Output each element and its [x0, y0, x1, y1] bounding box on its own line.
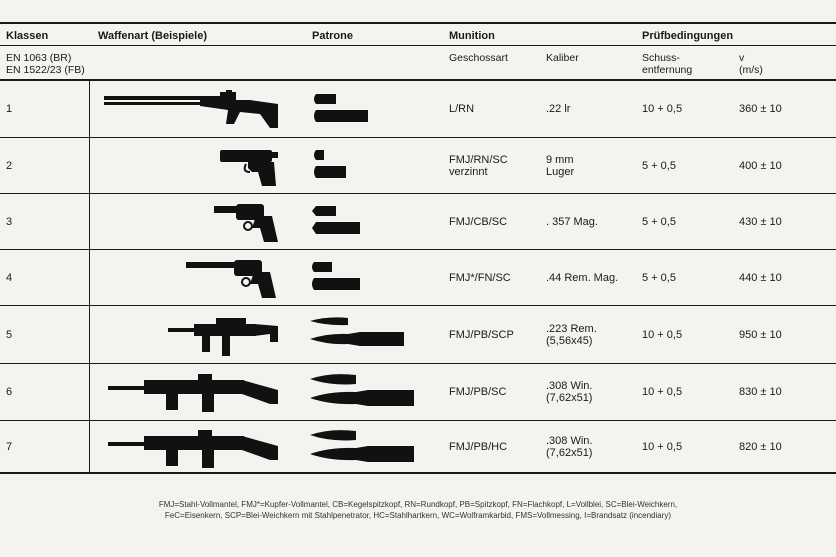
column-divider	[89, 81, 90, 472]
row-2-kaliber: 9 mm	[546, 154, 574, 166]
row-2-kaliber-2: Luger	[546, 166, 575, 178]
row-3-entfernung: 5 + 0,5	[642, 216, 676, 228]
norm-en1063: EN 1063 (BR)	[6, 52, 72, 64]
cartridge-308-icon	[308, 372, 418, 408]
row-5-kaliber-2: (5,56x45)	[546, 335, 593, 347]
subheader-rule	[0, 79, 836, 81]
row-3-kaliber: . 357 Mag.	[546, 216, 598, 228]
row-6-kaliber: .308 Win.	[546, 380, 593, 392]
row-rule	[0, 193, 836, 194]
row-1-entfernung: 10 + 0,5	[642, 103, 683, 115]
row-3-klasse: 3	[6, 216, 13, 228]
table-top-rule	[0, 22, 836, 24]
header-patrone: Patrone	[312, 30, 353, 42]
row-4-klasse: 4	[6, 272, 13, 284]
cartridge-9mm-icon	[312, 148, 352, 180]
row-7-kaliber-2: (7,62x51)	[546, 447, 593, 459]
header-munition: Munition	[449, 30, 495, 42]
row-4-v: 440 ± 10	[739, 272, 782, 284]
row-5-v: 950 ± 10	[739, 329, 782, 341]
row-2-geschossart: FMJ/RN/SC	[449, 154, 508, 166]
row-2-geschossart-2: verzinnt	[449, 166, 488, 178]
row-rule	[0, 137, 836, 138]
row-1-v: 360 ± 10	[739, 103, 782, 115]
row-rule	[0, 363, 836, 364]
row-6-klasse: 6	[6, 386, 13, 398]
subheader-schussentfernung-1: Schuss-	[642, 52, 680, 64]
footnote-line-2: FeC=Eisenkern, SCP=Blei-Weichkern mit Stahlpenetrator, HC=Stahlhartkern, WC=Wolframkarbid, FMS=Vollmessing, I=Brandsatz (incendiary)	[164, 511, 672, 520]
row-7-entfernung: 10 + 0,5	[642, 441, 683, 453]
subheader-v: v	[739, 52, 745, 64]
subheader-geschossart: Geschossart	[449, 52, 508, 64]
cartridge-44-icon	[310, 260, 364, 292]
row-2-v: 400 ± 10	[739, 160, 782, 172]
long-revolver-icon	[184, 258, 280, 300]
row-5-kaliber: .223 Rem.	[546, 323, 597, 335]
row-7-v: 820 ± 10	[739, 441, 782, 453]
header-pruefbedingungen: Prüfbedingungen	[642, 30, 734, 42]
row-1-geschossart: L/RN	[449, 103, 475, 115]
subheader-schussentfernung-2: entfernung	[642, 64, 693, 76]
row-5-geschossart: FMJ/PB/SCP	[449, 329, 514, 341]
row-2-entfernung: 5 + 0,5	[642, 160, 676, 172]
cartridge-357-icon	[310, 204, 364, 236]
header-rule	[0, 45, 836, 46]
table-bottom-rule	[0, 472, 836, 474]
row-6-kaliber-2: (7,62x51)	[546, 392, 593, 404]
row-rule	[0, 305, 836, 306]
row-4-entfernung: 5 + 0,5	[642, 272, 676, 284]
row-1-klasse: 1	[6, 103, 13, 115]
subheader-kaliber: Kaliber	[546, 52, 579, 64]
row-1-kaliber: .22 lr	[546, 103, 571, 115]
row-4-kaliber: .44 Rem. Mag.	[546, 272, 619, 284]
row-5-klasse: 5	[6, 329, 13, 341]
battle-rifle-icon	[106, 372, 280, 414]
row-7-geschossart: FMJ/PB/HC	[449, 441, 508, 453]
norm-en1522: EN 1522/23 (FB)	[6, 64, 85, 76]
row-3-v: 430 ± 10	[739, 216, 782, 228]
row-4-geschossart: FMJ*/FN/SC	[449, 272, 511, 284]
cartridge-22lr-icon	[310, 92, 370, 124]
row-6-geschossart: FMJ/PB/SC	[449, 386, 507, 398]
row-3-geschossart: FMJ/CB/SC	[449, 216, 508, 228]
row-5-entfernung: 10 + 0,5	[642, 329, 683, 341]
row-rule	[0, 420, 836, 421]
row-rule	[0, 249, 836, 250]
row-6-v: 830 ± 10	[739, 386, 782, 398]
battle-rifle-icon	[106, 428, 280, 470]
assault-rifle-icon	[166, 314, 280, 358]
revolver-icon	[212, 202, 280, 244]
air-rifle-icon	[100, 90, 280, 132]
row-7-klasse: 7	[6, 441, 13, 453]
footnote-line-1: FMJ=Stahl-Vollmantel, FMJ*=Kupfer-Vollmantel, CB=Kegelspitzkopf, RN=Rundkopf, PB=Spitzkopf, FN=Flachkopf, L=Vollblei, SC=Blei-Weichkern,	[158, 500, 678, 509]
header-waffenart: Waffenart (Beispiele)	[98, 30, 208, 42]
subheader-v-unit: (m/s)	[739, 64, 763, 76]
row-7-kaliber: .308 Win.	[546, 435, 593, 447]
pistol-icon	[218, 146, 280, 188]
cartridge-223-icon	[308, 315, 408, 349]
row-6-entfernung: 10 + 0,5	[642, 386, 683, 398]
cartridge-308-icon	[308, 428, 418, 464]
header-klassen: Klassen	[6, 30, 49, 42]
row-2-klasse: 2	[6, 160, 13, 172]
